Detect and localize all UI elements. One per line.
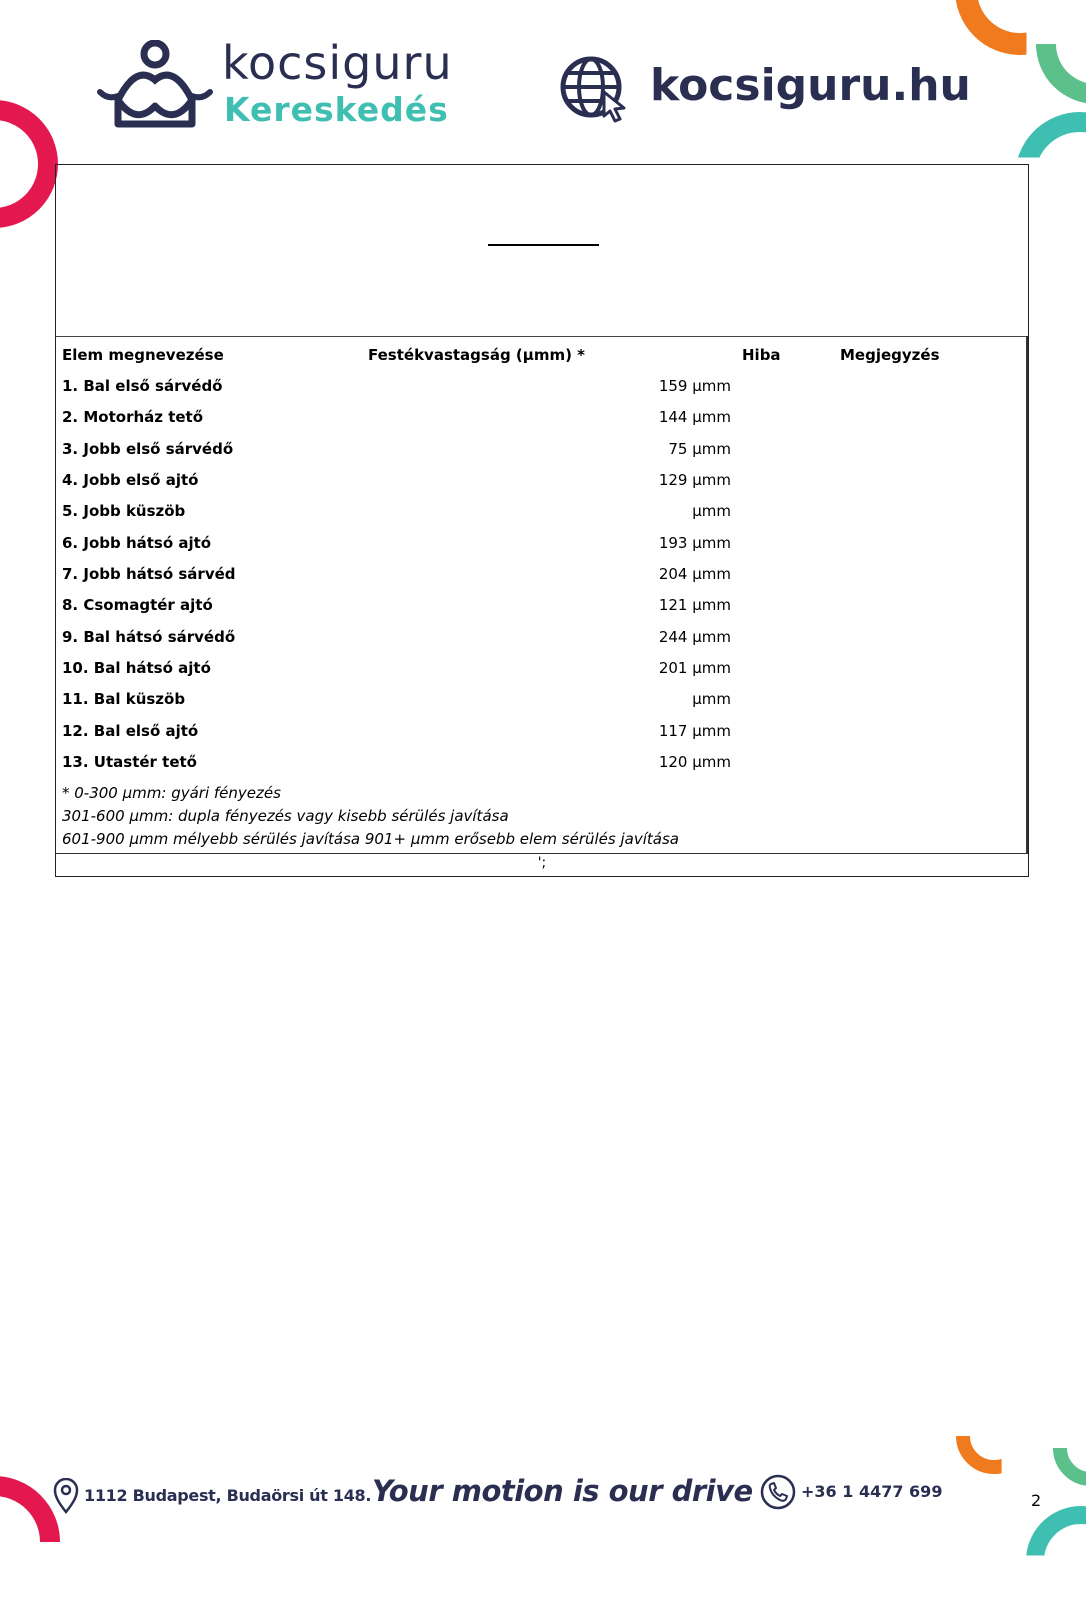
row-thickness: 244 µmm [658, 628, 731, 646]
report-title-area [56, 165, 1028, 337]
brand-name: kocsiguru [222, 36, 453, 90]
decor-arc-right-orange-bottom [956, 1398, 1032, 1474]
column-header-note: Megjegyzés [840, 346, 940, 364]
site-url[interactable]: kocsiguru.hu [650, 60, 971, 111]
table-row [56, 628, 1026, 659]
row-thickness: 144 µmm [658, 408, 731, 426]
title-underline [488, 244, 599, 246]
location-pin-icon [52, 1478, 80, 1514]
paint-thickness-report [55, 164, 1029, 877]
globe-cursor-icon [560, 56, 628, 124]
footer-slogan: Your motion is our drive [372, 1474, 753, 1508]
row-name: 6. Jobb hátsó ajtó [62, 534, 212, 552]
table-row [56, 596, 1026, 627]
legend-note: 301-600 µmm: dupla fényezés vagy kisebb sérülés javítása [62, 807, 509, 825]
legend-note: 601-900 µmm mélyebb sérülés javítása 901+ µmm erősebb elem sérülés javítása [62, 830, 679, 848]
page-number: 2 [1031, 1491, 1042, 1510]
column-header-name: Elem megnevezése [62, 346, 224, 364]
row-name: 4. Jobb első ajtó [62, 471, 199, 489]
row-thickness: 120 µmm [658, 753, 731, 771]
legend-note: * 0-300 µmm: gyári fényezés [62, 784, 281, 802]
row-name: 13. Utastér tető [62, 753, 197, 771]
table-row [56, 502, 1026, 533]
decor-arc-right-green-top [1036, 0, 1086, 104]
row-thickness: 201 µmm [658, 659, 731, 677]
column-header-fault: Hiba [742, 346, 781, 364]
table-row [56, 690, 1026, 721]
row-name: 11. Bal küszöb [62, 690, 186, 708]
row-name: 8. Csomagtér ajtó [62, 596, 213, 614]
table-row [56, 753, 1026, 784]
row-thickness: 121 µmm [658, 596, 731, 614]
row-thickness: 193 µmm [658, 534, 731, 552]
decor-arc-right-teal-bottom [1026, 1506, 1086, 1616]
row-name: 2. Motorház tető [62, 408, 204, 426]
table-row [56, 377, 1026, 408]
decor-arc-left-top [0, 100, 58, 228]
decor-arc-right-green-bottom [1053, 1410, 1086, 1486]
row-name: 10. Bal hátsó ajtó [62, 659, 211, 677]
row-thickness: µmm [692, 690, 731, 708]
row-thickness: 75 µmm [668, 440, 731, 458]
row-thickness: 117 µmm [658, 722, 731, 740]
row-thickness: 159 µmm [658, 377, 731, 395]
row-name: 9. Bal hátsó sárvédő [62, 628, 236, 646]
meditation-logo-icon [96, 40, 216, 130]
stray-mark: '; [537, 855, 547, 871]
row-thickness: 129 µmm [658, 471, 731, 489]
row-name: 7. Jobb hátsó sárvéd [62, 565, 236, 583]
row-name: 5. Jobb küszöb [62, 502, 186, 520]
row-name: 3. Jobb első sárvédő [62, 440, 234, 458]
row-thickness: 204 µmm [658, 565, 731, 583]
table-row [56, 534, 1026, 565]
paint-thickness-table [56, 336, 1028, 854]
row-name: 1. Bal első sárvédő [62, 377, 223, 395]
decor-arc-left-bottom [0, 1476, 60, 1608]
column-header-thickness: Festékvastagság (µmm) * [368, 346, 586, 364]
table-row [56, 659, 1026, 690]
phone-icon [760, 1474, 796, 1510]
table-row [56, 471, 1026, 502]
footer-phone[interactable]: +36 1 4477 699 [801, 1482, 943, 1501]
row-name: 12. Bal első ajtó [62, 722, 199, 740]
table-row [56, 408, 1026, 439]
footer-address: 1112 Budapest, Budaörsi út 148. [84, 1486, 372, 1505]
table-row [56, 440, 1026, 471]
table-row [56, 722, 1026, 753]
brand-subtitle: Kereskedés [224, 90, 449, 129]
table-row [56, 565, 1026, 596]
row-thickness: µmm [692, 502, 731, 520]
